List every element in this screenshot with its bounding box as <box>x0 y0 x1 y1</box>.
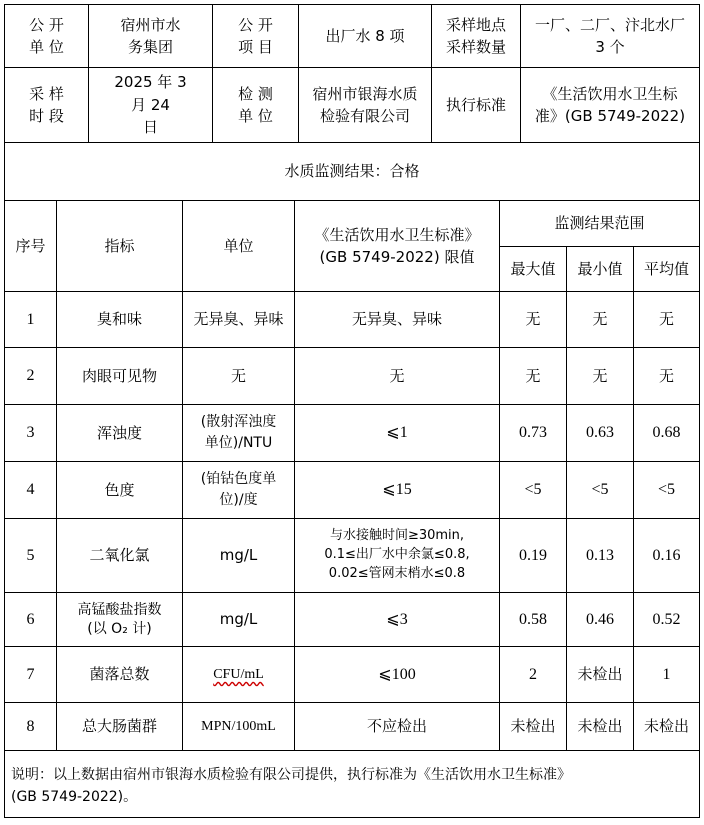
row-1-unit: 无异臭、异味 <box>182 291 295 348</box>
lab-label: 检 测 单 位 <box>212 67 299 143</box>
row-8-unit: MPN/100mL <box>182 702 295 751</box>
row-6-avg: 0.52 <box>633 592 700 647</box>
row-4-unit: (铂钴色度单 位)/度 <box>182 461 295 519</box>
item-value: 出厂水 8 项 <box>298 4 432 68</box>
site-label: 采样地点 采样数量 <box>431 4 521 68</box>
row-3-avg: 0.68 <box>633 404 700 462</box>
row-7-unit <box>182 646 295 703</box>
row-2-indicator: 肉眼可见物 <box>56 347 183 405</box>
row-7-avg: 1 <box>633 646 700 703</box>
row-1-limit: 无异臭、异味 <box>294 291 500 348</box>
row-4-no: 4 <box>4 461 57 519</box>
row-2-min: 无 <box>566 347 634 405</box>
row-7-no: 7 <box>4 646 57 703</box>
col-indicator: 指标 <box>56 200 183 292</box>
row-5-max: 0.19 <box>499 518 567 593</box>
std-value: 《生活饮用水卫生标 准》(GB 5749-2022) <box>520 67 700 143</box>
row-3-min: 0.63 <box>566 404 634 462</box>
row-1-no: 1 <box>4 291 57 348</box>
row-3-unit: (散射浑浊度 单位)/NTU <box>182 404 295 462</box>
org-label: 公 开 单 位 <box>4 4 89 68</box>
org-value: 宿州市水 务集团 <box>88 4 213 68</box>
result-title: 水质监测结果：合格 <box>4 142 700 201</box>
row-4-limit: ⩽15 <box>294 461 500 519</box>
water-quality-report <box>4 4 700 818</box>
row-8-min: 未检出 <box>566 702 634 751</box>
row-7-unit-text: CFU/mL <box>213 667 264 682</box>
row-7-indicator: 菌落总数 <box>56 646 183 703</box>
row-5-unit: mg/L <box>182 518 295 593</box>
row-4-max: <5 <box>499 461 567 519</box>
row-2-unit: 无 <box>182 347 295 405</box>
row-1-min: 无 <box>566 291 634 348</box>
row-2-max: 无 <box>499 347 567 405</box>
footnote: 说明：以上数据由宿州市银海水质检验有限公司提供，执行标准为《生活饮用水卫生标准》 (GB 5749-2022)。 <box>4 750 700 818</box>
period-label: 采 样 时 段 <box>4 67 89 143</box>
row-5-avg: 0.16 <box>633 518 700 593</box>
period-value: 2025 年 3 月 24 日 <box>88 67 213 143</box>
col-limit: 《生活饮用水卫生标准》 (GB 5749-2022) 限值 <box>294 200 500 292</box>
row-5-min: 0.13 <box>566 518 634 593</box>
row-8-limit: 不应检出 <box>294 702 500 751</box>
row-8-max: 未检出 <box>499 702 567 751</box>
row-1-indicator: 臭和味 <box>56 291 183 348</box>
col-no: 序号 <box>4 200 57 292</box>
row-2-no: 2 <box>4 347 57 405</box>
row-5-indicator: 二氧化氯 <box>56 518 183 593</box>
row-8-no: 8 <box>4 702 57 751</box>
row-3-indicator: 浑浊度 <box>56 404 183 462</box>
row-1-avg: 无 <box>633 291 700 348</box>
row-7-min: 未检出 <box>566 646 634 703</box>
row-2-limit: 无 <box>294 347 500 405</box>
row-6-max: 0.58 <box>499 592 567 647</box>
row-6-min: 0.46 <box>566 592 634 647</box>
row-1-max: 无 <box>499 291 567 348</box>
row-8-avg: 未检出 <box>633 702 700 751</box>
row-8-indicator: 总大肠菌群 <box>56 702 183 751</box>
row-7-max: 2 <box>499 646 567 703</box>
row-4-avg: <5 <box>633 461 700 519</box>
row-6-unit: mg/L <box>182 592 295 647</box>
row-5-no: 5 <box>4 518 57 593</box>
col-avg: 平均值 <box>633 246 700 292</box>
item-label: 公 开 项 目 <box>212 4 299 68</box>
row-3-no: 3 <box>4 404 57 462</box>
row-6-no: 6 <box>4 592 57 647</box>
row-3-max: 0.73 <box>499 404 567 462</box>
col-max: 最大值 <box>499 246 567 292</box>
col-range: 监测结果范围 <box>499 200 700 247</box>
col-min: 最小值 <box>566 246 634 292</box>
row-2-avg: 无 <box>633 347 700 405</box>
site-value: 一厂、二厂、汴北水厂 3 个 <box>520 4 700 68</box>
row-4-indicator: 色度 <box>56 461 183 519</box>
row-7-limit: ⩽100 <box>294 646 500 703</box>
row-5-limit: 与水接触时间≥30min, 0.1≤出厂水中余氯≤0.8, 0.02≤管网末梢水≤0.8 <box>294 518 500 593</box>
row-6-limit: ⩽3 <box>294 592 500 647</box>
std-label: 执行标准 <box>431 67 521 143</box>
row-3-limit: ⩽1 <box>294 404 500 462</box>
lab-value: 宿州市银海水质 检验有限公司 <box>298 67 432 143</box>
row-6-indicator: 高锰酸盐指数 (以 O₂ 计) <box>56 592 183 647</box>
col-unit: 单位 <box>182 200 295 292</box>
row-4-min: <5 <box>566 461 634 519</box>
